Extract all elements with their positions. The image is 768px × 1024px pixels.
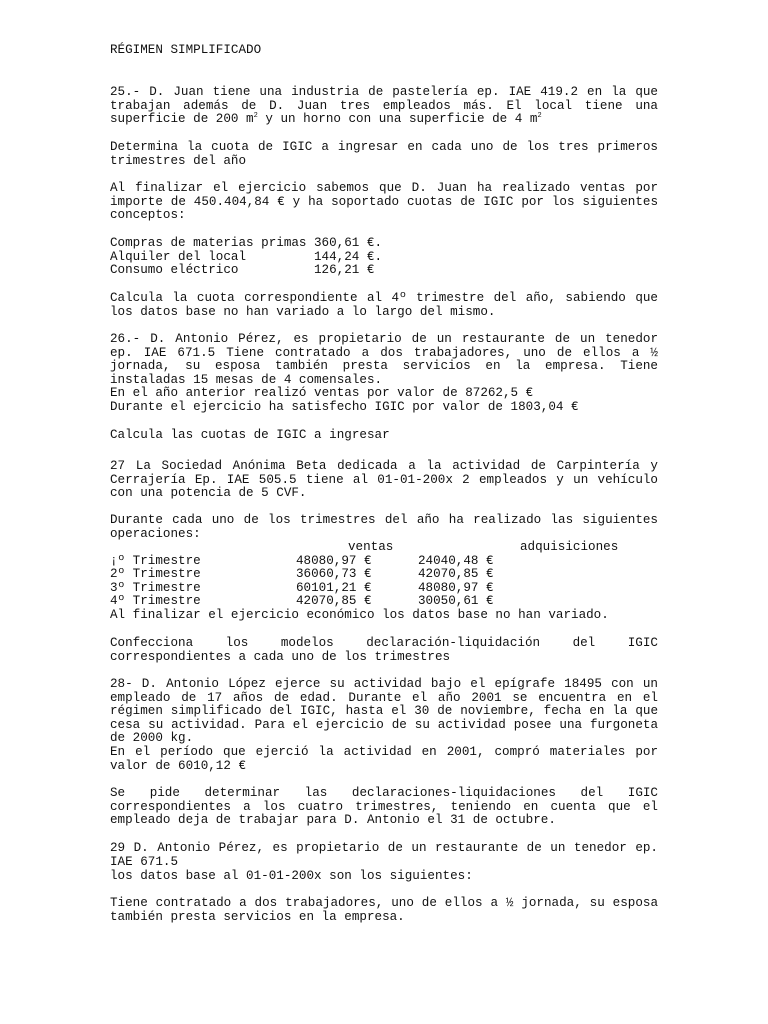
exercise-28-purchases: En el período que ejerció la actividad en 2001, compró materiales por valor de 6010,12 € — [110, 745, 658, 773]
table-header — [110, 541, 670, 555]
exercise-27-statement: 27 La Sociedad Anónima Beta dedicada a la actividad de Carpintería y Cerrajería Ep. IAE 505.5 tiene al 01-01-200x 2 empleados y un vehículo con una potencia de 5 CVF. — [110, 459, 658, 501]
exercise-29-statement: 29 D. Antonio Pérez, es propietario de un restaurante de un tenedor ep. IAE 671.5 — [110, 841, 658, 869]
exercise-26-statement: 26.- D. Antonio Pérez, es propietario de un restaurante de un tenedor ep. IAE 671.5 Tiene contratado a dos trabajadores, uno de ellos a ½ jornada, su esposa también presta servicios en la empresa. Tiene instaladas 15 mesas de 4 comensales. — [110, 332, 658, 387]
column-header-adquisiciones: adquisiciones — [520, 540, 619, 554]
exercise-25-context: Al finalizar el ejercicio sabemos que D. Juan ha realizado ventas por importe de 450.404,84 € y ha soportado cuotas de IGIC por los siguientes conceptos: — [110, 181, 658, 223]
exercise-27-note: Al finalizar el ejercicio económico los datos base no han variado. — [110, 608, 609, 622]
table-row — [110, 568, 670, 582]
list-item — [110, 251, 670, 265]
purchases-cell: 30050,61 € — [418, 594, 494, 609]
expense-label: Consumo eléctrico — [110, 263, 239, 278]
exercise-25-statement — [110, 86, 658, 127]
quarter-cell: 3º Trimestre — [110, 580, 201, 595]
quarter-cell: ¡º Trimestre — [110, 553, 201, 568]
exercise-25-question-1: Determina la cuota de IGIC a ingresar en cada uno de los tres primeros trimestres del año — [110, 140, 658, 168]
page-title: RÉGIMEN SIMPLIFICADO — [110, 43, 262, 57]
exercise-25-question-2: Calcula la cuota correspondiente al 4º trimestre del año, sabiendo que los datos base no han variado a lo largo del mismo. — [110, 291, 658, 319]
sales-cell: 48080,97 € — [296, 553, 372, 568]
table-row — [110, 595, 670, 609]
exercise-29-line-1: los datos base al 01-01-200x son los siguientes: — [110, 869, 473, 883]
sales-cell: 36060,73 € — [296, 567, 372, 582]
column-header-ventas: ventas — [348, 540, 394, 554]
purchases-cell: 48080,97 € — [418, 580, 494, 595]
exercise-25-text-b: y un horno con una superficie de 4 m — [257, 112, 538, 127]
exercise-27-question: Confecciona los modelos declaración-liquidación del IGIC correspondientes a cada uno de los trimestres — [110, 636, 658, 664]
exercise-28-statement: 28- D. Antonio López ejerce su actividad bajo el epígrafe 18495 con un empleado de 17 años de edad. Durante el año 2001 se encuentra en el régimen simplificado del IGIC, hasta el 30 de noviembre, fecha en la que cesa su actividad. Para el ejercicio de su actividad posee una furgoneta de 2000 kg. — [110, 677, 658, 746]
exercise-29-details: Tiene contratado a dos trabajadores, uno de ellos a ½ jornada, su esposa también presta servicios en la empresa. — [110, 896, 658, 924]
sales-cell: 42070,85 € — [296, 594, 372, 609]
sales-cell: 60101,21 € — [296, 580, 372, 595]
exercise-27-operations-table — [110, 541, 670, 609]
purchases-cell: 24040,48 € — [418, 553, 494, 568]
expense-value: 360,61 €. — [314, 236, 383, 250]
quarter-cell: 2º Trimestre — [110, 567, 201, 582]
exercise-27-intro: Durante cada uno de los trimestres del año ha realizado las siguientes operaciones: — [110, 513, 658, 541]
table-row — [110, 582, 670, 596]
exercise-26-line-2: Durante el ejercicio ha satisfecho IGIC por valor de 1803,04 € — [110, 400, 579, 414]
exercise-26-question: Calcula las cuotas de IGIC a ingresar — [110, 428, 390, 442]
superscript: 2 — [537, 112, 542, 121]
superscript: 2 — [253, 112, 258, 121]
exercise-25-text-a: 25.- D. Juan tiene una industria de pastelería ep. IAE 419.2 en la que trabajan además de D. Juan tres empleados más. El local tiene una superficie de 200 m — [110, 85, 658, 127]
list-item — [110, 237, 670, 251]
expense-value: 126,21 € — [314, 263, 375, 278]
purchases-cell: 42070,85 € — [418, 567, 494, 582]
expense-value: 144,24 €. — [314, 249, 383, 264]
quarter-cell: 4º Trimestre — [110, 594, 201, 609]
table-row — [110, 555, 670, 569]
exercise-28-question: Se pide determinar las declaraciones-liquidaciones del IGIC correspondientes a los cuatro trimestres, teniendo en cuenta que el empleado deja de trabajar para D. Antonio el 31 de octubre. — [110, 786, 658, 828]
list-item — [110, 264, 670, 278]
exercise-25-expense-list — [110, 237, 670, 278]
expense-label: Compras de materias primas — [110, 236, 307, 250]
exercise-26-line-1: En el año anterior realizó ventas por valor de 87262,5 € — [110, 386, 534, 400]
expense-label: Alquiler del local — [110, 249, 247, 264]
